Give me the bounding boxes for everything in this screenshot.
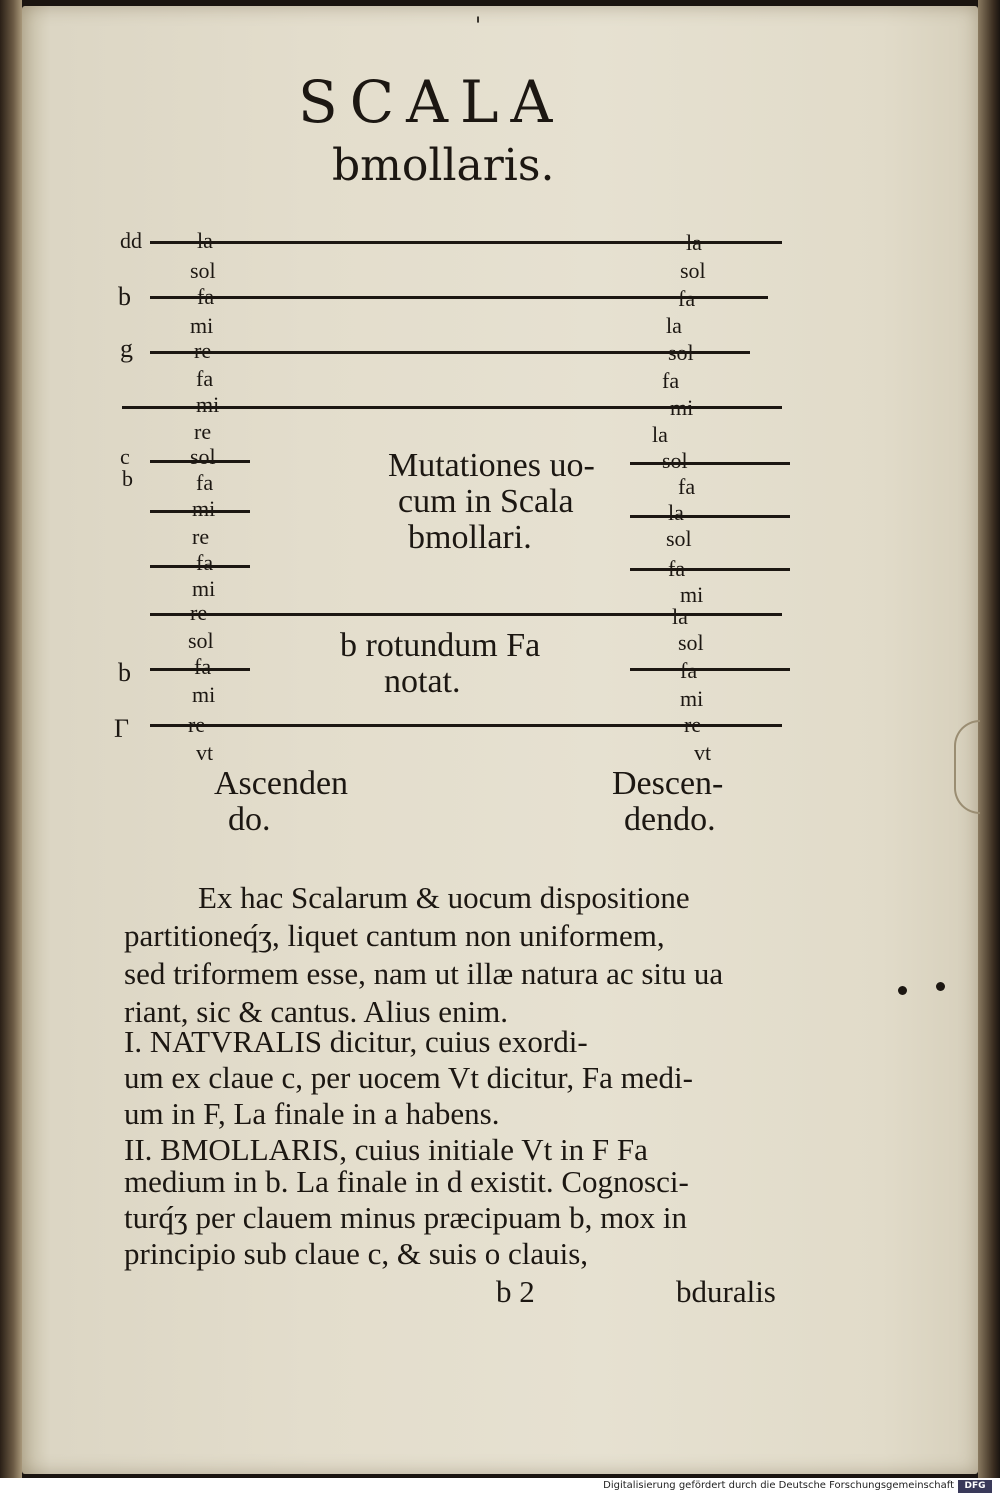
text-line: medium in b. La finale in d existit. Cognosci-	[124, 1164, 689, 1199]
left-syllable: mi	[192, 682, 216, 707]
right-syllable: sol	[678, 630, 704, 655]
text-line: II. BMOLLARIS, cuius initiale Vt in F Fa	[124, 1132, 648, 1167]
key-label: g	[120, 334, 133, 363]
right-syllable: la	[672, 604, 688, 629]
left-syllable: fa	[196, 366, 214, 391]
text-line: riant, sic & cantus. Alius enim.	[124, 994, 509, 1029]
left-syllable: vt	[196, 740, 214, 765]
text-line: um ex claue c, per uocem Vt dicitur, Fa medi-	[124, 1060, 693, 1095]
left-syllable: mi	[192, 496, 216, 521]
text-line: sed triformem esse, nam ut illæ natura ac situ ua	[124, 956, 724, 991]
left-syllable: re	[194, 419, 212, 444]
ascending-label-line2: do.	[228, 801, 271, 838]
page-clip	[954, 720, 980, 814]
catchword: bduralis	[676, 1274, 776, 1309]
left-syllable: fa	[197, 284, 215, 309]
right-tick-3	[630, 568, 790, 571]
left-syllable: sol	[190, 258, 216, 283]
margin-dot	[936, 982, 945, 991]
footer-credit: Digitalisierung gefördert durch die Deutsche Forschungsgemeinschaft	[603, 1480, 954, 1491]
right-syllable: vt	[694, 740, 712, 765]
key-label: c	[120, 444, 130, 469]
descending-label-line2: dendo.	[624, 801, 716, 838]
signature-mark: b 2	[496, 1274, 535, 1309]
mutation-caption-line1: Mutationes uo-	[388, 447, 595, 484]
key-label: b	[118, 282, 131, 311]
mutation-caption-line3: bmollari.	[408, 519, 532, 556]
right-syllable: sol	[668, 340, 694, 365]
book-edge-right	[978, 0, 1000, 1478]
right-syllable: mi	[680, 582, 704, 607]
top-mark: '	[475, 14, 482, 39]
right-syllable: sol	[662, 448, 688, 473]
b-rotundum-caption-line2: notat.	[384, 663, 461, 700]
key-label: dd	[120, 228, 142, 253]
left-syllable: re	[188, 712, 206, 737]
right-syllable: fa	[680, 658, 698, 683]
left-syllable: sol	[188, 628, 214, 653]
page-subtitle: bmollaris.	[332, 140, 555, 191]
mutation-caption-line2: cum in Scala	[398, 483, 574, 520]
right-syllable: la	[666, 313, 682, 338]
left-syllable: la	[197, 228, 213, 253]
left-syllable: fa	[196, 470, 214, 495]
right-syllable: mi	[680, 686, 704, 711]
text-line: principio sub claue c, & suis o clauis,	[124, 1236, 589, 1271]
staff-line-3	[150, 351, 750, 354]
right-syllable: sol	[666, 526, 692, 551]
left-syllable: mi	[190, 313, 214, 338]
left-syllable: re	[190, 600, 208, 625]
text-line: Ex hac Scalarum & uocum dispositione	[198, 880, 690, 915]
key-label: b	[122, 466, 133, 491]
left-syllable: fa	[194, 654, 212, 679]
page-title: SCALA	[298, 68, 565, 136]
right-syllable: fa	[678, 474, 696, 499]
left-syllable: mi	[192, 576, 216, 601]
left-syllable: fa	[196, 550, 214, 575]
right-syllable: la	[668, 500, 684, 525]
right-syllable: la	[652, 422, 668, 447]
left-syllable: mi	[196, 392, 220, 417]
right-syllable: mi	[670, 395, 694, 420]
margin-dot	[898, 986, 907, 995]
left-syllable: re	[192, 524, 210, 549]
right-syllable: re	[684, 712, 702, 737]
book-gutter-left	[0, 0, 22, 1478]
left-syllable: sol	[190, 444, 216, 469]
descending-label-line1: Descen-	[612, 765, 724, 802]
right-syllable: fa	[668, 556, 686, 581]
text-line: turq́ʒ per clauem minus præcipuam b, mox in	[124, 1200, 688, 1235]
right-syllable: la	[686, 230, 702, 255]
text-line: partitioneq́ʒ, liquet cantum non uniformem,	[124, 918, 665, 953]
right-tick-4	[630, 668, 790, 671]
right-tick-2	[630, 515, 790, 518]
text-line: um in F, La finale in a habens.	[124, 1096, 500, 1131]
staff-line-2	[150, 296, 768, 299]
right-syllable: fa	[678, 286, 696, 311]
right-tick-1	[630, 462, 790, 465]
key-label: Γ	[114, 714, 130, 743]
text-line: I. NATVRALIS dicitur, cuius exordi-	[124, 1024, 588, 1059]
right-syllable: fa	[662, 368, 680, 393]
dfg-logo-icon: DFG	[958, 1480, 992, 1493]
left-syllable: re	[194, 338, 212, 363]
ascending-label-line1: Ascenden	[214, 765, 349, 802]
right-syllable: sol	[680, 258, 706, 283]
key-label: b	[118, 658, 131, 687]
b-rotundum-caption-line1: b rotundum Fa	[340, 627, 541, 664]
